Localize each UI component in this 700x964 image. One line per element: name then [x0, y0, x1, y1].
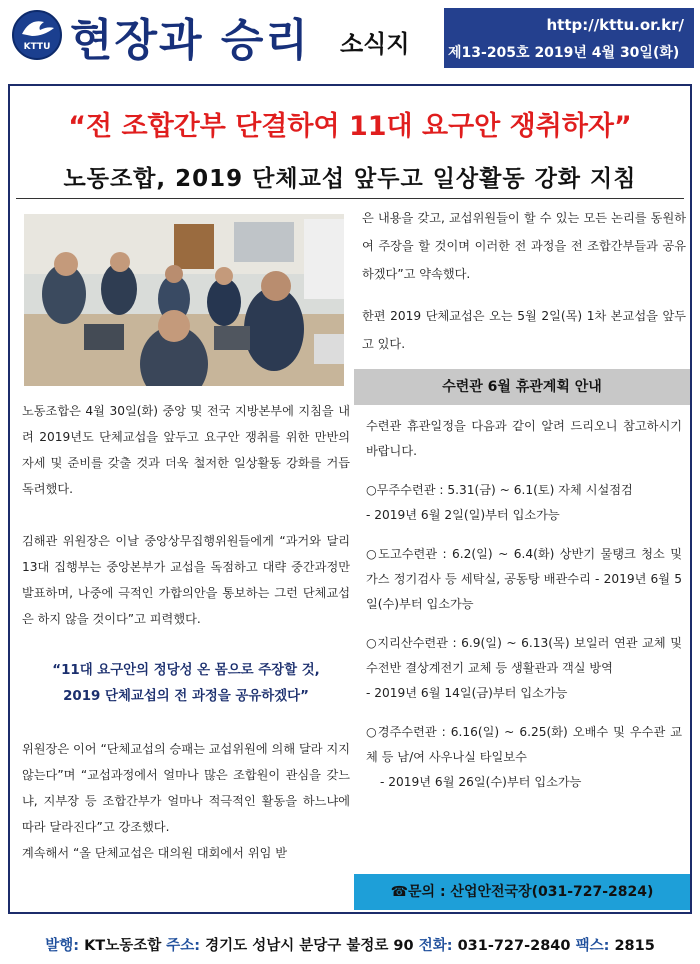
- article-paragraph: 노동조합은 4월 30일(화) 중앙 및 전국 지방본부에 지침을 내려 2019년도 단체교섭을 앞두고 요구안 쟁취를 위한 만반의 자세 및 준비를 갖출 것과 더욱 철저한 일상활동 강화를 거듭 독려했다.: [22, 404, 350, 496]
- right-column: [362, 204, 686, 358]
- issue-box: [444, 8, 694, 68]
- kttu-logo: [12, 10, 62, 60]
- content-frame: [8, 84, 692, 914]
- footer: [0, 934, 700, 955]
- pull-quote: 2019 단체교섭의 전 과정을 공유하겠다”: [63, 689, 309, 704]
- left-column: [22, 398, 350, 866]
- logo-text: KTTU: [23, 42, 51, 52]
- masthead: [0, 0, 700, 72]
- notice-item: ○도고수련관 : 6.2(일) ~ 6.4(화) 상반기 물탱크 청소 및 가스 정기검사 등 세탁실, 공동탕 배관수리 - 2019년 6월 5일(수)부터 입소가능: [366, 547, 682, 611]
- publisher-label: 발행:: [45, 938, 79, 954]
- headline: “전 조합간부 단결하여 11대 요구안 쟁취하자”: [68, 111, 632, 142]
- article-paragraph: 위원장은 이어 “단체교섭의 승패는 교섭위원에 의해 달라 지지 않는다”며 “교섭과정에서 얼마나 많은 조합원이 관심을 갖느냐, 지부장 등 조합간부가 얼마나 적극적인 활동을 하느냐에 따라 달라진다”고 강조했다.: [22, 742, 350, 834]
- contact-box: ☎문의 : 산업안전국장(031-727-2824): [354, 874, 690, 910]
- notice-item-sub: - 2019년 6월 26일(수)부터 입소가능: [380, 775, 582, 789]
- paper-subtitle: 소식지: [340, 30, 410, 58]
- divider: [16, 198, 684, 199]
- notice-item: ○경주수련관 : 6.16(일) ~ 6.25(화) 오배수 및 우수관 교체 등 남/여 사우나실 타일보수: [366, 725, 682, 764]
- fax-label: 팩스:: [575, 938, 610, 954]
- paper-name: 현장과 승리: [70, 15, 310, 66]
- fax: 2815: [614, 938, 655, 954]
- address: 경기도 성남시 분당구 불정로 90: [205, 938, 414, 954]
- pull-quote: “11대 요구안의 정당성 온 몸으로 주장할 것,: [52, 663, 320, 678]
- subheadline: 노동조합, 2019 단체교섭 앞두고 일상활동 강화 지침: [63, 166, 637, 192]
- phone: 031-727-2840: [457, 938, 571, 954]
- site-url: http://kttu.or.kr/: [546, 16, 684, 34]
- publisher: KT노동조합: [84, 938, 162, 954]
- notice-item-sub: - 2019년 6월 14일(금)부터 입소가능: [366, 686, 568, 700]
- article-paragraph: 은 내용을 갖고, 교섭위원들이 할 수 있는 모든 논리를 동원하여 주장을 할 것이며 이러한 전 과정을 전 조합간부들과 공유하겠다”고 약속했다.: [362, 211, 686, 281]
- notice-item: ○무주수련관 : 5.31(금) ~ 6.1(토) 자체 시설점검: [366, 483, 633, 497]
- article-paragraph: 한편 2019 단체교섭은 오는 5월 2일(목) 1차 본교섭을 앞두고 있다.: [362, 309, 686, 351]
- phone-label: 전화:: [418, 938, 453, 954]
- notice-body: [366, 414, 682, 795]
- notice-title: 수련관 6월 휴관계획 안내: [354, 369, 690, 405]
- address-label: 주소:: [166, 938, 201, 954]
- meeting-photo: [24, 214, 344, 386]
- notice-item-sub: - 2019년 6월 2일(일)부터 입소가능: [366, 508, 560, 522]
- notice-item: ○지리산수련관 : 6.9(일) ~ 6.13(목) 보일러 연관 교체 및 수전반 결상계전기 교체 등 생활관과 객실 방역: [366, 636, 682, 675]
- article-paragraph: 김해관 위원장은 이날 중앙상무집행위원들에게 “과거와 달리 13대 집행부는 중앙본부가 교섭을 독점하고 대략 중간과정만 발표하며, 나중에 극적인 가합의안을 통보하는 그런 단체교섭은 하지 않을 것이다”고 피력했다.: [22, 534, 350, 626]
- issue-number: 제13-205호 2019년 4월 30일(화): [448, 45, 680, 61]
- article-paragraph: 계속해서 “올 단체교섭은 대의원 대회에서 위임 받: [22, 846, 288, 860]
- notice-intro: 수련관 휴관일정을 다음과 같이 알려 드리오니 참고하시기 바랍니다.: [366, 419, 682, 458]
